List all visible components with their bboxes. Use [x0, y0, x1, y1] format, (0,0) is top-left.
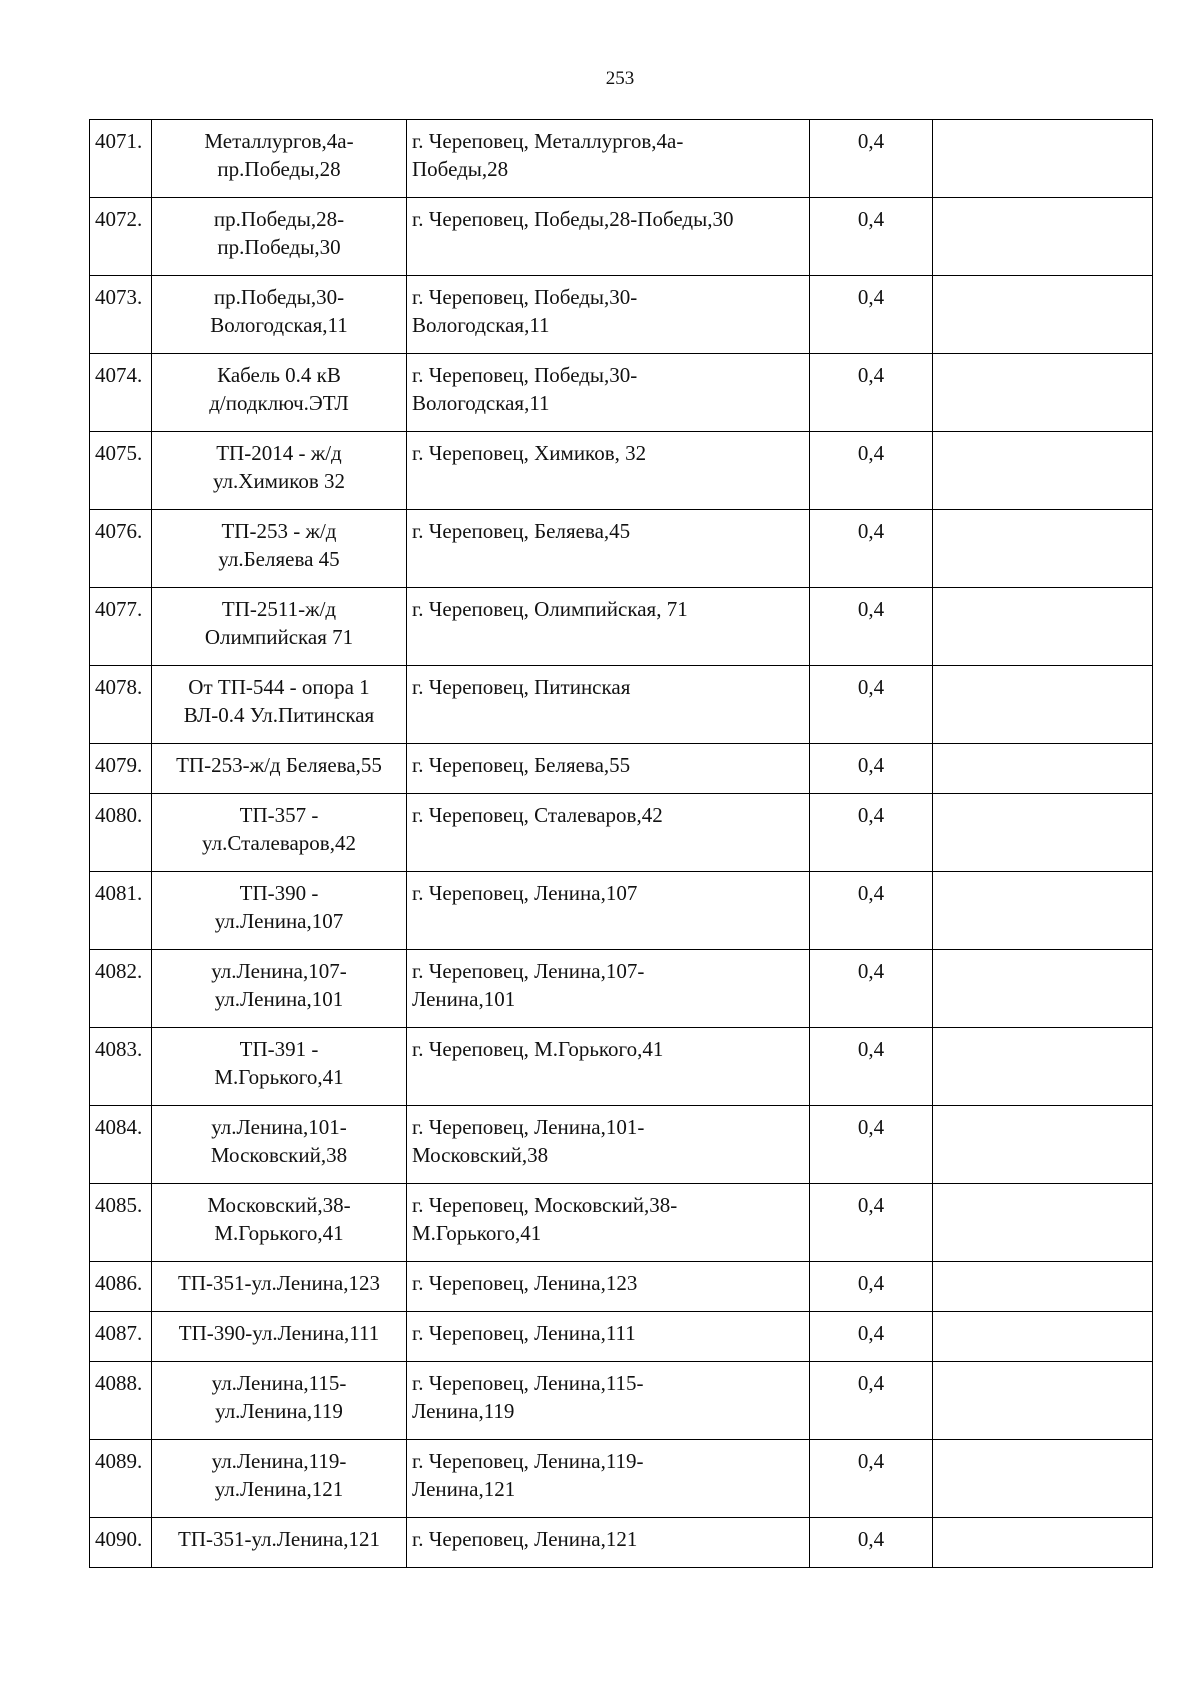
table-row — [90, 872, 1153, 950]
line-name-cell: ул.Ленина,119- ул.Ленина,121 — [152, 1440, 407, 1518]
note-cell — [933, 1518, 1153, 1568]
line-name-cell: ТП-253-ж/д Беляева,55 — [152, 744, 407, 794]
line-name-cell: Московский,38- М.Горького,41 — [152, 1184, 407, 1262]
voltage-cell: 0,4 — [810, 354, 933, 432]
address-cell: г. Череповец, Ленина,107- Ленина,101 — [407, 950, 810, 1028]
voltage-cell: 0,4 — [810, 1262, 933, 1312]
address-cell: г. Череповец, Ленина,123 — [407, 1262, 810, 1312]
table-row — [90, 1518, 1153, 1568]
table-row — [90, 1362, 1153, 1440]
note-cell — [933, 744, 1153, 794]
table-row — [90, 588, 1153, 666]
voltage-cell: 0,4 — [810, 510, 933, 588]
table-row — [90, 510, 1153, 588]
row-number-cell: 4089. — [90, 1440, 152, 1518]
row-number-cell: 4075. — [90, 432, 152, 510]
address-cell: г. Череповец, Ленина,119- Ленина,121 — [407, 1440, 810, 1518]
table-row — [90, 666, 1153, 744]
table-row — [90, 1312, 1153, 1362]
page-number: 253 — [605, 68, 635, 89]
voltage-cell: 0,4 — [810, 872, 933, 950]
row-number-cell: 4079. — [90, 744, 152, 794]
address-cell: г. Череповец, Сталеваров,42 — [407, 794, 810, 872]
voltage-cell: 0,4 — [810, 276, 933, 354]
row-number-cell: 4086. — [90, 1262, 152, 1312]
line-name-cell: ТП-390 - ул.Ленина,107 — [152, 872, 407, 950]
row-number-cell: 4071. — [90, 120, 152, 198]
address-cell: г. Череповец, М.Горького,41 — [407, 1028, 810, 1106]
row-number-cell: 4083. — [90, 1028, 152, 1106]
note-cell — [933, 1106, 1153, 1184]
line-name-cell: ТП-390-ул.Ленина,111 — [152, 1312, 407, 1362]
table-row — [90, 794, 1153, 872]
note-cell — [933, 588, 1153, 666]
line-name-cell: ТП-2511-ж/д Олимпийская 71 — [152, 588, 407, 666]
line-name-cell: ТП-351-ул.Ленина,123 — [152, 1262, 407, 1312]
line-name-cell: От ТП-544 - опора 1 ВЛ-0.4 Ул.Питинская — [152, 666, 407, 744]
note-cell — [933, 120, 1153, 198]
line-name-cell: ул.Ленина,101- Московский,38 — [152, 1106, 407, 1184]
note-cell — [933, 432, 1153, 510]
address-cell: г. Череповец, Победы,28-Победы,30 — [407, 198, 810, 276]
address-cell: г. Череповец, Московский,38- М.Горького,41 — [407, 1184, 810, 1262]
row-number-cell: 4072. — [90, 198, 152, 276]
note-cell — [933, 276, 1153, 354]
voltage-cell: 0,4 — [810, 950, 933, 1028]
table-row — [90, 1184, 1153, 1262]
row-number-cell: 4081. — [90, 872, 152, 950]
voltage-cell: 0,4 — [810, 1106, 933, 1184]
line-name-cell: ТП-351-ул.Ленина,121 — [152, 1518, 407, 1568]
address-cell: г. Череповец, Беляева,55 — [407, 744, 810, 794]
voltage-cell: 0,4 — [810, 744, 933, 794]
row-number-cell: 4073. — [90, 276, 152, 354]
table-row — [90, 354, 1153, 432]
table-row — [90, 198, 1153, 276]
row-number-cell: 4088. — [90, 1362, 152, 1440]
line-name-cell: ул.Ленина,107- ул.Ленина,101 — [152, 950, 407, 1028]
address-cell: г. Череповец, Ленина,101- Московский,38 — [407, 1106, 810, 1184]
row-number-cell: 4085. — [90, 1184, 152, 1262]
note-cell — [933, 354, 1153, 432]
voltage-cell: 0,4 — [810, 1312, 933, 1362]
note-cell — [933, 1028, 1153, 1106]
address-cell: г. Череповец, Ленина,121 — [407, 1518, 810, 1568]
row-number-cell: 4076. — [90, 510, 152, 588]
note-cell — [933, 1440, 1153, 1518]
line-name-cell: ТП-391 - М.Горького,41 — [152, 1028, 407, 1106]
note-cell — [933, 1184, 1153, 1262]
table-row — [90, 1028, 1153, 1106]
note-cell — [933, 198, 1153, 276]
table-row — [90, 120, 1153, 198]
note-cell — [933, 950, 1153, 1028]
note-cell — [933, 794, 1153, 872]
address-cell: г. Череповец, Ленина,115- Ленина,119 — [407, 1362, 810, 1440]
line-name-cell: пр.Победы,28- пр.Победы,30 — [152, 198, 407, 276]
voltage-cell: 0,4 — [810, 1028, 933, 1106]
address-cell: г. Череповец, Победы,30- Вологодская,11 — [407, 276, 810, 354]
address-cell: г. Череповец, Ленина,111 — [407, 1312, 810, 1362]
row-number-cell: 4078. — [90, 666, 152, 744]
row-number-cell: 4084. — [90, 1106, 152, 1184]
line-name-cell: ул.Ленина,115- ул.Ленина,119 — [152, 1362, 407, 1440]
row-number-cell: 4080. — [90, 794, 152, 872]
row-number-cell: 4074. — [90, 354, 152, 432]
voltage-cell: 0,4 — [810, 120, 933, 198]
voltage-cell: 0,4 — [810, 1362, 933, 1440]
table-body — [90, 120, 1153, 1568]
line-name-cell: пр.Победы,30- Вологодская,11 — [152, 276, 407, 354]
voltage-cell: 0,4 — [810, 666, 933, 744]
table-row — [90, 744, 1153, 794]
table-row — [90, 950, 1153, 1028]
table-row — [90, 276, 1153, 354]
address-cell: г. Череповец, Беляева,45 — [407, 510, 810, 588]
note-cell — [933, 1312, 1153, 1362]
table-row — [90, 1440, 1153, 1518]
row-number-cell: 4077. — [90, 588, 152, 666]
address-cell: г. Череповец, Ленина,107 — [407, 872, 810, 950]
note-cell — [933, 510, 1153, 588]
line-name-cell: Кабель 0.4 кВ д/подключ.ЭТЛ — [152, 354, 407, 432]
table-row — [90, 1106, 1153, 1184]
note-cell — [933, 872, 1153, 950]
address-cell: г. Череповец, Победы,30- Вологодская,11 — [407, 354, 810, 432]
line-name-cell: Металлургов,4а- пр.Победы,28 — [152, 120, 407, 198]
line-name-cell: ТП-253 - ж/д ул.Беляева 45 — [152, 510, 407, 588]
table-row — [90, 432, 1153, 510]
voltage-cell: 0,4 — [810, 198, 933, 276]
line-name-cell: ТП-2014 - ж/д ул.Химиков 32 — [152, 432, 407, 510]
cable-lines-table — [89, 119, 1153, 1568]
voltage-cell: 0,4 — [810, 1440, 933, 1518]
row-number-cell: 4082. — [90, 950, 152, 1028]
note-cell — [933, 1362, 1153, 1440]
address-cell: г. Череповец, Химиков, 32 — [407, 432, 810, 510]
table-row — [90, 1262, 1153, 1312]
voltage-cell: 0,4 — [810, 432, 933, 510]
note-cell — [933, 666, 1153, 744]
voltage-cell: 0,4 — [810, 794, 933, 872]
address-cell: г. Череповец, Олимпийская, 71 — [407, 588, 810, 666]
voltage-cell: 0,4 — [810, 588, 933, 666]
address-cell: г. Череповец, Металлургов,4а- Победы,28 — [407, 120, 810, 198]
voltage-cell: 0,4 — [810, 1518, 933, 1568]
row-number-cell: 4087. — [90, 1312, 152, 1362]
note-cell — [933, 1262, 1153, 1312]
row-number-cell: 4090. — [90, 1518, 152, 1568]
line-name-cell: ТП-357 - ул.Сталеваров,42 — [152, 794, 407, 872]
address-cell: г. Череповец, Питинская — [407, 666, 810, 744]
voltage-cell: 0,4 — [810, 1184, 933, 1262]
